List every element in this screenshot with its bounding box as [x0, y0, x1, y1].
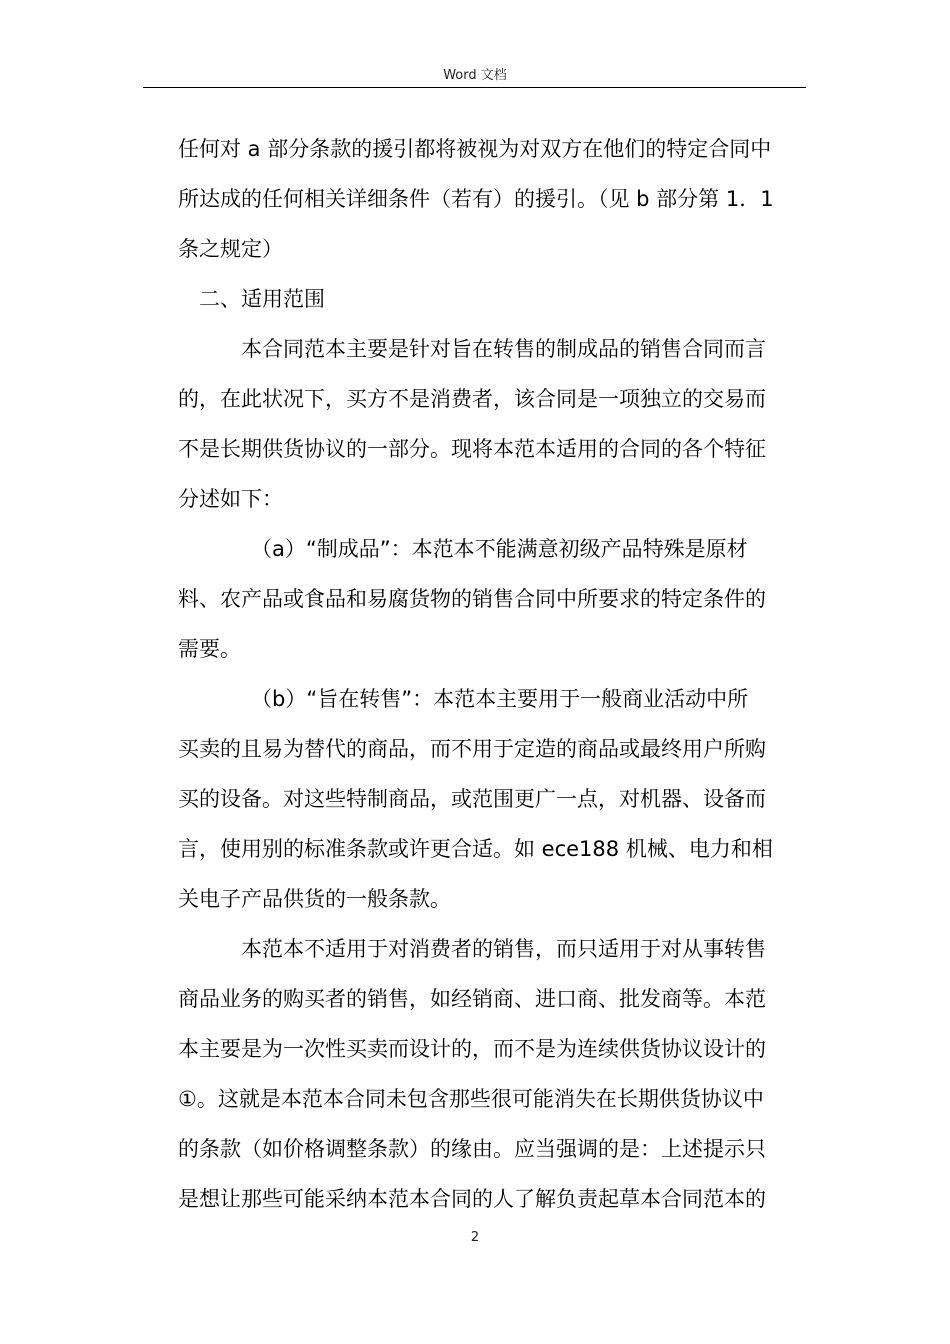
page-header: Word 文档	[443, 68, 507, 83]
text-line: （a）“制成品”：本范本不能满意初级产品特殊是原材	[251, 537, 748, 561]
text-line: 需要。	[178, 637, 241, 661]
text-line: 关电子产品供货的一般条款。	[178, 887, 451, 911]
section-heading: 二、适用范围	[199, 287, 325, 311]
text-line: 条之规定）	[178, 237, 283, 261]
text-line: 所达成的任何相关详细条件（若有）的援引。（见 b 部分第 1．1	[178, 187, 774, 211]
text-line: 言，使用别的标准条款或许更合适。如 ece188 机械、电力和相	[178, 837, 773, 861]
text-line: 不是长期供货协议的一部分。现将本范本适用的合同的各个特征	[178, 437, 766, 461]
text-line: 本范本不适用于对消费者的销售，而只适用于对从事转售	[241, 937, 766, 961]
text-line: ①。这就是本范本合同未包含那些很可能消失在长期供货协议中	[178, 1087, 764, 1111]
text-line: 分述如下：	[178, 487, 283, 511]
text-line: 的条款（如价格调整条款）的缘由。应当强调的是：上述提示只	[178, 1137, 766, 1161]
text-line: 是想让那些可能采纳本范本合同的人了解负责起草本合同范本的	[178, 1187, 766, 1211]
text-line: 料、农产品或食品和易腐货物的销售合同中所要求的特定条件的	[178, 587, 766, 611]
document-body	[178, 124, 808, 1224]
text-line: 本合同范本主要是针对旨在转售的制成品的销售合同而言	[241, 337, 766, 361]
header-divider	[143, 87, 806, 88]
text-line: 买的设备。对这些特制商品，或范围更广一点，对机器、设备而	[178, 787, 766, 811]
text-line: 任何对 a 部分条款的援引都将被视为对双方在他们的特定合同中	[178, 137, 772, 161]
text-line: （b）“旨在转售”：本范本主要用于一般商业活动中所	[251, 687, 749, 711]
text-line: 的，在此状况下，买方不是消费者，该合同是一项独立的交易而	[178, 387, 766, 411]
text-line: 商品业务的购买者的销售，如经销商、进口商、批发商等。本范	[178, 987, 766, 1011]
text-line: 买卖的且易为替代的商品，而不用于定造的商品或最终用户所购	[178, 737, 766, 761]
text-line: 本主要是为一次性买卖而设计的，而不是为连续供货协议设计的	[178, 1037, 766, 1061]
page-number: 2	[470, 1230, 480, 1245]
